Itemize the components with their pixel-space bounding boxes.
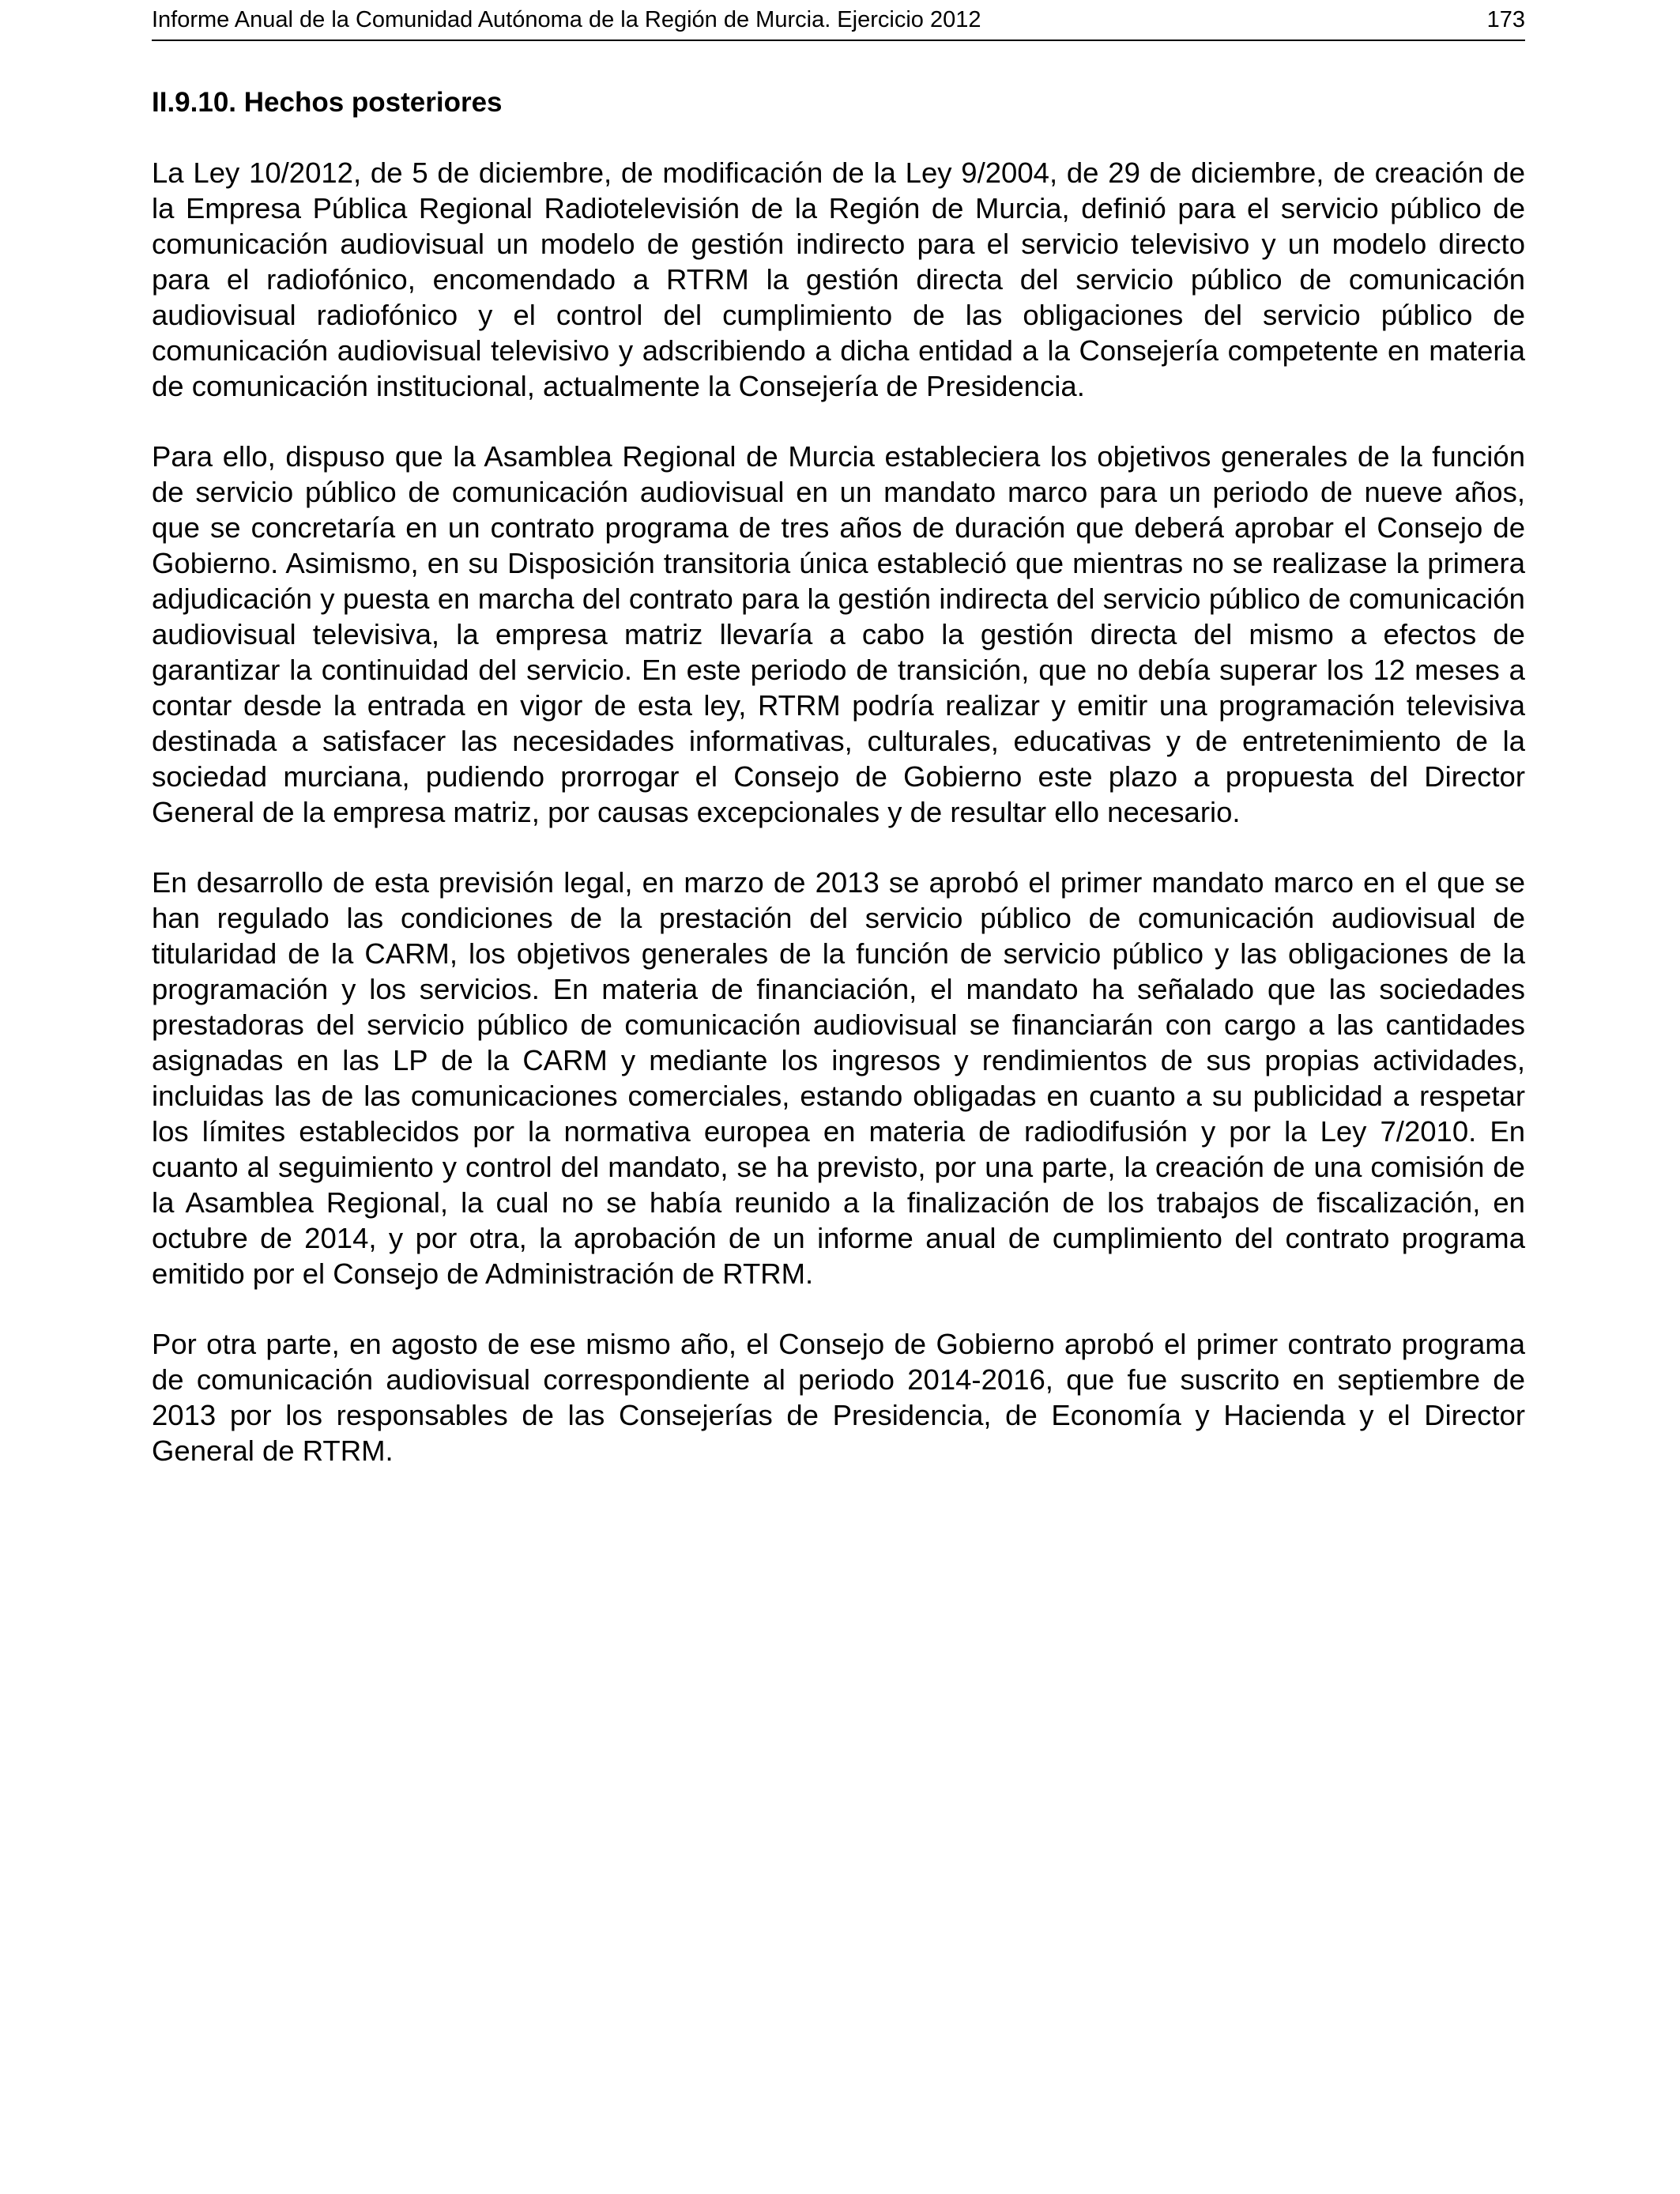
body-text [152,155,1525,1503]
running-title: Informe Anual de la Comunidad Autónoma de la Región de Murcia. Ejercicio 2012 [152,7,981,32]
paragraph-2: Para ello, dispuso que la Asamblea Regional de Murcia estableciera los objetivos generales de la función de servicio público de comunicación audiovisual en un mandato marco para un periodo de nueve años, que se concretaría en un contrato programa de tres años de duración que deberá aprobar el Consejo de Gobierno. Asimismo, en su Disposición transitoria única estableció que mientras no se realizase la primera adjudicación y puesta en marcha del contrato para la gestión indirecta del servicio público de comunicación audiovisual televisiva, la empresa matriz llevaría a cabo la gestión directa del mismo a efectos de garantizar la continuidad del servicio. En este periodo de transición, que no debía superar los 12 meses a contar desde la entrada en vigor de esta ley, RTRM podría realizar y emitir una programación televisiva destinada a satisfacer las necesidades informativas, culturales, educativas y de entretenimiento de la sociedad murciana, pudiendo prorrogar el Consejo de Gobierno este plazo a propuesta del Director General de la empresa matriz, por causas excepcionales y de resultar ello necesario. [152,440,1525,828]
paragraph-1: La Ley 10/2012, de 5 de diciembre, de modificación de la Ley 9/2004, de 29 de diciembre, de creación de la Empresa Pública Regional Radiotelevisión de la Región de Murcia, definió para el servicio público de comunicación audiovisual un modelo de gestión indirecto para el servicio televisivo y un modelo directo para el radiofónico, encomendado a RTRM la gestión directa del servicio público de comunicación audiovisual radiofónico y el control del cumplimiento de las obligaciones del servicio público de comunicación audiovisual televisivo y adscribiendo a dicha entidad a la Consejería competente en materia de comunicación institucional, actualmente la Consejería de Presidencia. [152,156,1525,402]
paragraph-3: En desarrollo de esta previsión legal, en marzo de 2013 se aprobó el primer mandato marco en el que se han regulado las condiciones de la prestación del servicio público de comunicación audiovisual de titularidad de la CARM, los objetivos generales de la función de servicio público y las obligaciones de la programación y los servicios. En materia de financiación, el mandato ha señalado que las sociedades prestadoras del servicio público de comunicación audiovisual se financiarán con cargo a las cantidades asignadas en las LP de la CARM y mediante los ingresos y rendimientos de sus propias actividades, incluidas las de las comunicaciones comerciales, estando obligadas en cuanto a su publicidad a respetar los límites establecidos por la normativa europea en materia de radiodifusión y por la Ley 7/2010. En cuanto al seguimiento y control del mandato, se ha previsto, por una parte, la creación de una comisión de la Asamblea Regional, la cual no se había reunido a la finalización de los trabajos de fiscalización, en octubre de 2014, y por otra, la aprobación de un informe anual de cumplimiento del contrato programa emitido por el Consejo de Administración de RTRM. [152,866,1525,1290]
paragraph-4: Por otra parte, en agosto de ese mismo año, el Consejo de Gobierno aprobó el primer contrato programa de comunicación audiovisual correspondiente al periodo 2014-2016, que fue suscrito en septiembre de 2013 por los responsables de las Consejerías de Presidencia, de Economía y Hacienda y el Director General de RTRM. [152,1328,1525,1467]
running-header [152,6,1525,41]
section-heading: II.9.10. Hechos posteriores [152,87,503,118]
page-number: 173 [1486,7,1525,32]
